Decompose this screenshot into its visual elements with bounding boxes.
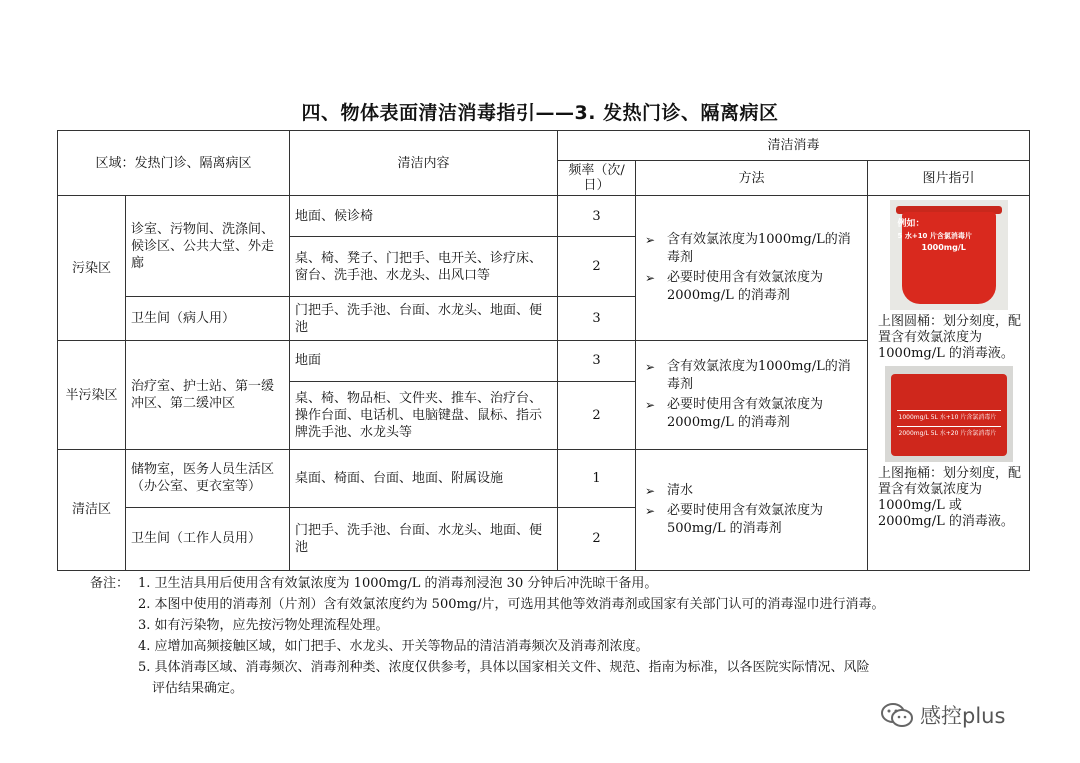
method-item: ➢ 含有效氯浓度为1000mg/L的消毒剂 (645, 232, 851, 266)
method-item: ➢ 含有效氯浓度为1000mg/L的消毒剂 (645, 359, 851, 393)
content-cell: 门把手、洗手池、台面、水龙头、地面、便池 (290, 297, 558, 341)
bucket-caption: 上图圆桶：划分刻度，配置含有效氯浓度为 1000mg/L 的消毒液。 (878, 314, 1022, 362)
method-semi (636, 341, 868, 449)
method-item: ➢ 必要时使用含有效氯浓度为500mg/L 的消毒剂 (645, 502, 824, 536)
freq-cell: 2 (558, 507, 636, 570)
arrow-right-icon: ➢ (645, 360, 656, 375)
header-group: 清洁消毒 (558, 131, 1030, 161)
content-cell: 桌面、椅面、台面、地面、附属设施 (290, 449, 558, 507)
image-guide-cell (868, 196, 1030, 571)
subzone-semi-rooms: 治疗室、护士站、第一缓冲区、第二缓冲区 (126, 341, 290, 449)
subzone-clean-rooms: 储物室，医务人员生活区（办公室、更衣室等） (126, 449, 290, 507)
subzone-clean-toilet: 卫生间（工作人员用） (126, 507, 290, 570)
header-method: 方法 (636, 161, 868, 196)
note-item: 5. 具体消毒区域、消毒频次、消毒剂种类、浓度仅供参考，具体以国家相关文件、规范、指南为标准，以各医院实际情况、风险 (138, 660, 870, 675)
watermark (880, 700, 1005, 730)
red-mop-bucket-image: 1000mg/L 5L 水+10 片含氯消毒片 2000mg/L 5L 水+20 片含氯消毒片 (885, 366, 1013, 462)
notes-label: 备注： (90, 576, 130, 591)
zone-semi: 半污染区 (58, 341, 126, 449)
bucket-label: 例如： 5 水+10 片含氯消毒片 1000mg/L (897, 219, 972, 253)
content-cell: 桌、椅、凳子、门把手、电开关、诊疗床、窗台、洗手池、水龙头、出风口等 (290, 237, 558, 297)
note-item: 4. 应增加高频接触区域，如门把手、水龙头、开关等物品的清洁消毒频次及消毒剂浓度。 (138, 639, 649, 654)
arrow-right-icon: ➢ (645, 483, 656, 498)
freq-cell: 1 (558, 449, 636, 507)
method-item: ➢ 清水 (645, 482, 694, 498)
method-item: ➢ 必要时使用含有效氯浓度为2000mg/L 的消毒剂 (645, 270, 824, 304)
wechat-icon (880, 701, 914, 729)
red-bucket-image (890, 200, 1008, 310)
method-polluted (636, 196, 868, 341)
header-freq: 频率（次/日） (558, 161, 636, 196)
freq-cell: 3 (558, 196, 636, 237)
header-image: 图片指引 (868, 161, 1030, 196)
method-clean (636, 449, 868, 570)
content-cell: 桌、椅、物品柜、文件夹、推车、治疗台、操作台面、电话机、电脑键盘、鼠标、指示牌洗手池、水龙头等 (290, 381, 558, 449)
header-area: 区域：发热门诊、隔离病区 (58, 131, 290, 196)
zone-clean: 清洁区 (58, 449, 126, 570)
note-item: 2. 本图中使用的消毒剂（片剂）含有效氯浓度约为 500mg/片，可选用其他等效消毒剂或国家有关部门认可的消毒湿巾进行消毒。 (138, 597, 885, 612)
note-item: 1. 卫生洁具用后使用含有效氯浓度为 1000mg/L 的消毒剂浸泡 30 分钟后冲洗晾干备用。 (138, 576, 658, 591)
freq-cell: 3 (558, 297, 636, 341)
zone-polluted: 污染区 (58, 196, 126, 341)
header-content: 清洁内容 (290, 131, 558, 196)
disinfection-table (57, 130, 1030, 571)
arrow-right-icon: ➢ (645, 233, 656, 248)
content-cell: 门把手、洗手池、台面、水龙头、地面、便池 (290, 507, 558, 570)
subzone-polluted-toilet: 卫生间（病人用） (126, 297, 290, 341)
arrow-right-icon: ➢ (645, 398, 656, 413)
mop-caption: 上图拖桶：划分刻度，配置含有效氯浓度为 1000mg/L 或2000mg/L 的消毒液。 (878, 466, 1022, 530)
arrow-right-icon: ➢ (645, 503, 656, 518)
notes-section (90, 573, 1030, 699)
arrow-right-icon: ➢ (645, 271, 656, 286)
freq-cell: 2 (558, 237, 636, 297)
subzone-polluted-rooms: 诊室、污物间、洗涤间、候诊区、公共大堂、外走廊 (126, 196, 290, 297)
page-title: 四、物体表面清洁消毒指引——3. 发热门诊、隔离病区 (301, 102, 779, 124)
note-item: 评估结果确定。 (152, 681, 244, 696)
content-cell: 地面 (290, 341, 558, 381)
freq-cell: 3 (558, 341, 636, 381)
note-item: 3. 如有污染物，应先按污物处理流程处理。 (138, 618, 389, 633)
freq-cell: 2 (558, 381, 636, 449)
content-cell: 地面、候诊椅 (290, 196, 558, 237)
method-item: ➢ 必要时使用含有效氯浓度为2000mg/L 的消毒剂 (645, 397, 824, 431)
watermark-text: 感控plus (920, 704, 1006, 728)
